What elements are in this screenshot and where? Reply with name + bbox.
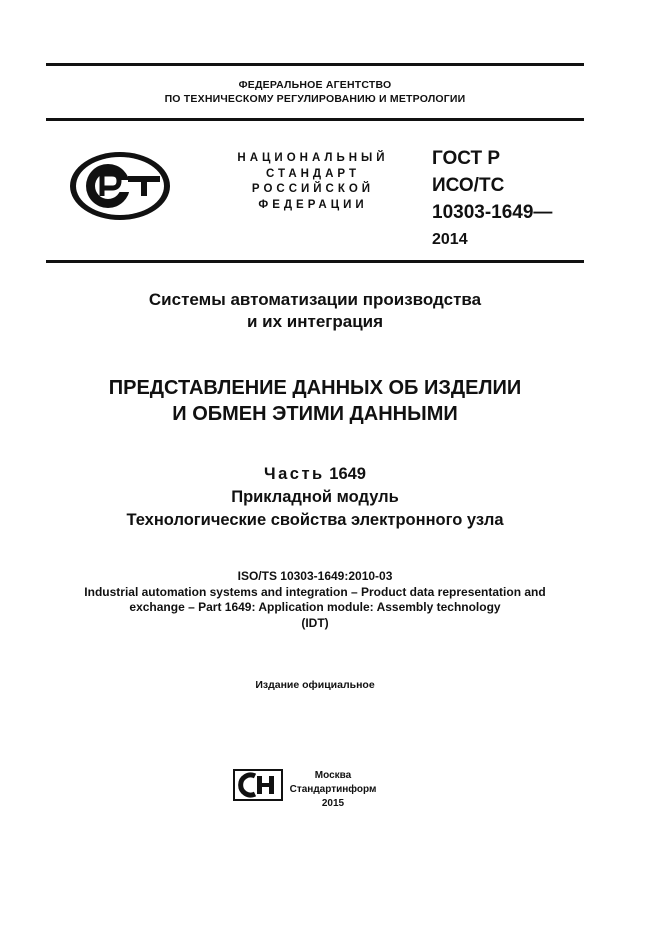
publisher-year: 2015	[321, 798, 345, 809]
header-bottom-rule	[46, 260, 584, 263]
main-title-line-2: И ОБМЕН ЭТИМИ ДАННЫМИ	[172, 403, 458, 425]
publisher-name: Стандартинформ	[289, 784, 377, 795]
national-line-3: РОССИЙСКОЙ	[251, 183, 375, 195]
part-number-line	[46, 463, 584, 486]
part-line-3: Технологические свойства электронного узла	[126, 511, 504, 529]
rst-certification-mark-icon	[68, 150, 172, 222]
publisher-info	[281, 769, 385, 811]
edition-label: Издание официальное	[255, 679, 375, 691]
part-number: 1649	[329, 465, 366, 483]
main-title	[46, 375, 584, 427]
english-title-line-2: exchange – Part 1649: Application module: Assembly technology	[129, 600, 501, 614]
standartinform-logo-icon	[233, 769, 283, 801]
part-label: Часть	[264, 465, 325, 483]
agency-line-2: ПО ТЕХНИЧЕСКОМУ РЕГУЛИРОВАНИЮ И МЕТРОЛОГИИ	[164, 93, 466, 105]
international-reference	[40, 569, 590, 631]
equivalence-degree: (IDT)	[301, 615, 329, 630]
part-line-2: Прикладной модуль	[231, 488, 399, 506]
agency-rule	[46, 118, 584, 121]
part-title	[46, 463, 584, 532]
national-line-1: НАЦИОНАЛЬНЫЙ	[237, 152, 389, 164]
series-title	[46, 289, 584, 333]
designation-line-3: 10303-1649—	[432, 202, 553, 223]
agency-name	[46, 78, 584, 106]
main-title-line-1: ПРЕДСТАВЛЕНИЕ ДАННЫХ ОБ ИЗДЕЛИИ	[108, 377, 522, 399]
designation-year: 2014	[432, 231, 468, 248]
national-line-4: ФЕДЕРАЦИИ	[258, 198, 368, 211]
series-title-line-2: и их интеграция	[246, 312, 384, 331]
designation-line-2: ИСО/ТС	[432, 175, 505, 196]
agency-line-1: ФЕДЕРАЛЬНОЕ АГЕНТСТВО	[238, 79, 392, 91]
top-rule	[46, 63, 584, 66]
iso-reference: ISO/TS 10303-1649:2010-03	[237, 569, 393, 583]
english-title-line-1: Industrial automation systems and integration – Product data representation and	[84, 584, 546, 599]
series-title-line-1: Системы автоматизации производства	[148, 290, 482, 309]
publisher-city: Москва	[314, 770, 352, 781]
national-line-2: СТАНДАРТ	[266, 167, 360, 180]
designation-line-1: ГОСТ Р	[432, 148, 501, 169]
national-standard-label	[208, 151, 418, 213]
standard-designation	[432, 145, 552, 253]
